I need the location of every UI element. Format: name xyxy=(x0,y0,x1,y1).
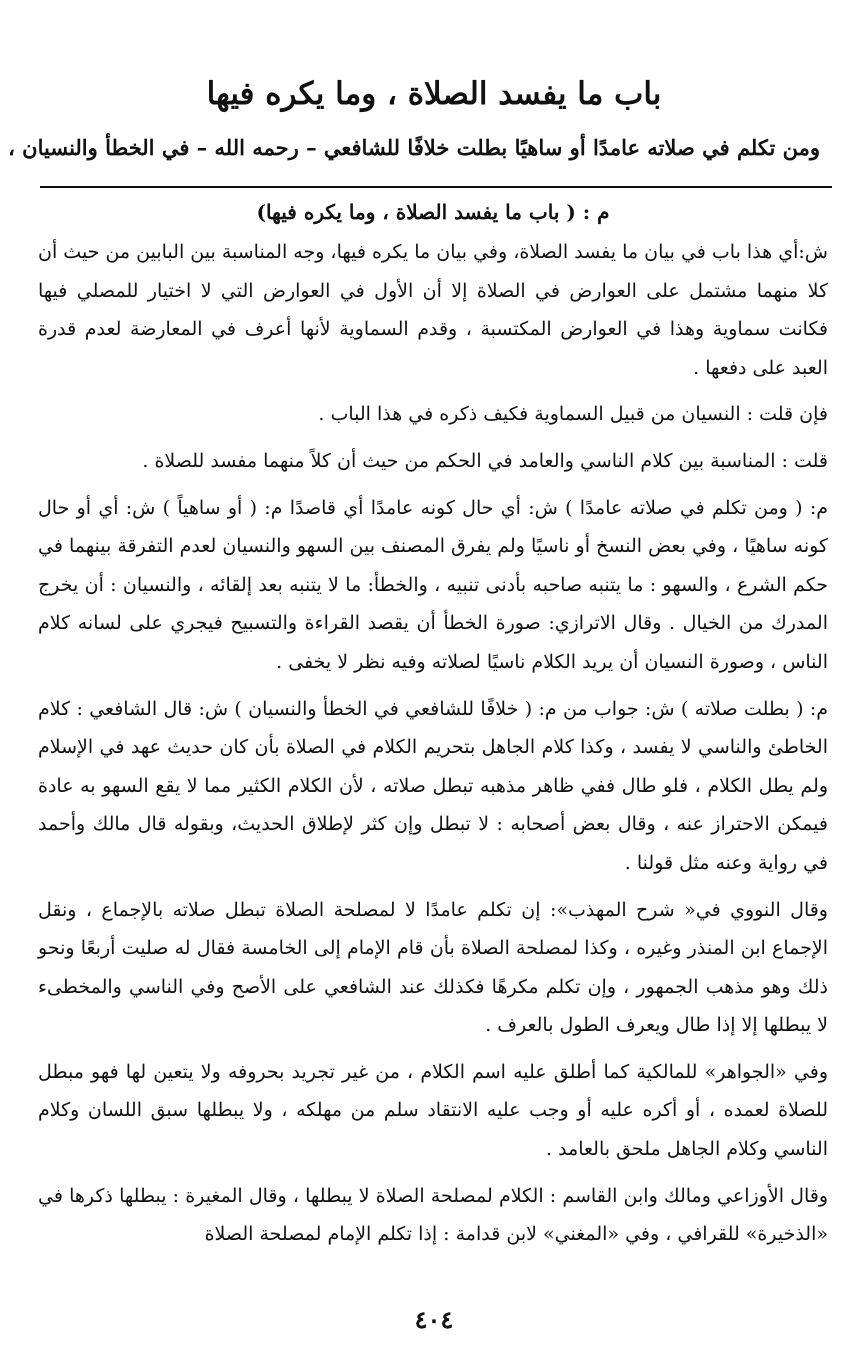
commentary-paragraph: ش:أي هذا باب في بيان ما يفسد الصلاة، وفي بيان ما يكره فيها، وجه المناسبة بين البابين من حيث أن كلا منهما مشتمل على العوارض في الصلاة إلا أن الأول في العوارض التي لا اختيار للمصلي فيها فكانت سماوية وهذا في العوارض المكتسبة ، وقدم السماوية لأنها أعرف في المعارضة لعدم قدرة العبد على دفعها . xyxy=(38,241,828,379)
commentary-paragraph: وقال الأوزاعي ومالك وابن القاسم : الكلام لمصلحة الصلاة لا يبطلها ، وقال المغيرة : يبطلها ذكرها في «الذخيرة» للقرافي ، وفي «المغني» لابن قدامة : إذا تكلم الإمام لمصلحة الصلاة xyxy=(38,1184,828,1246)
chapter-title: باب ما يفسد الصلاة ، وما يكره فيها xyxy=(206,76,662,112)
commentary-paragraph: قلت : المناسبة بين كلام الناسي والعامد في الحكم من حيث أن كلاً منهما مفسد للصلاة . xyxy=(142,449,828,472)
commentary-paragraph: م: ( ومن تكلم في صلاته عامدًا ) ش: أي حال كونه عامدًا أي قاصدًا م: ( أو ساهياً ) ش: أي أو حال كونه ساهيًا ، وفي بعض النسخ أو ناسيًا ولم يفرق المصنف بين السهو والنسيان لعدم التفرقة بينهما في حكم الشرع ، والسهو : ما يتنبه صاحبه بأدنى تنبيه ، والخطأ: ما لا يتنبه بعد إلقائه ، والنسيان : أن يخرج المدرك من الخيال . وقال الاترازي: صورة الخطأ أن يقصد القراءة والتسبيح فيجري على لسانه كلام الناس ، وصورة النسيان أن يريد الكلام ناسيًا لصلاته وفيه نظر لا يخفى . xyxy=(38,496,828,673)
matn-text: ومن تكلم في صلاته عامدًا أو ساهيًا بطلت خلافًا للشافعي – رحمه الله – في الخطأ والنسيان ، xyxy=(8,135,820,160)
commentary-paragraph: وفي «الجواهر» للمالكية كما أطلق عليه اسم الكلام ، من غير تجريد بحروفه ولا يتعين لها فهو مبطل للصلاة لعمده ، أو أكره عليه أو وجب عليه الانتقاد سلم من مهلكه ، ولا يبطلها سبق اللسان وكلام الناسي وكلام الجاهل ملحق بالعامد . xyxy=(38,1060,828,1161)
commentary-paragraph: وقال النووي في« شرح المهذب»: إن تكلم عامدًا لا لمصلحة الصلاة تبطل صلاته بالإجماع ، ونقل الإجماع ابن المنذر وغيره ، وكذا لمصلحة الصلاة بأن قام الإمام إلى الخامسة فقال له صليت أربعًا ونحو ذلك وهو مذهب الجمهور ، وإن تكلم مكرهًا فكذلك عند الشافعي على الأصح وفي الناسي والمخطىء لا يبطلها إلا إذا طال ويعرف الطول بالعرف . xyxy=(38,898,828,1037)
separator-rule xyxy=(40,186,832,188)
commentary-section xyxy=(38,195,828,1262)
commentary-header: م : ( باب ما يفسد الصلاة ، وما يكره فيها) xyxy=(256,200,610,224)
commentary-paragraph: م: ( بطلت صلاته ) ش: جواب من م: ( خلافًا للشافعي في الخطأ والنسيان ) ش: قال الشافعي : كلام الخاطئ والناسي لا يفسد ، وكذا كلام الجاهل بتحريم الكلام في الصلاة بأن كان حديث عهد في الإسلام ولم يطل الكلام ، فلو طال ففي ظاهر مذهبه تبطل صلاته ، لأن الكلام الكثير مما لا يقع السهو به عادة فيمكن الاحتراز عنه ، وقال بعض أصحابه : لا تبطل وإن كثر لإطلاق الحديث، وبقوله قال مالك وأحمد في رواية وعنه مثل قولنا . xyxy=(38,697,828,874)
page-number: ٤٠٤ xyxy=(414,1305,454,1334)
commentary-paragraph: فإن قلت : النسيان من قبيل السماوية فكيف ذكره في هذا الباب . xyxy=(318,403,828,426)
